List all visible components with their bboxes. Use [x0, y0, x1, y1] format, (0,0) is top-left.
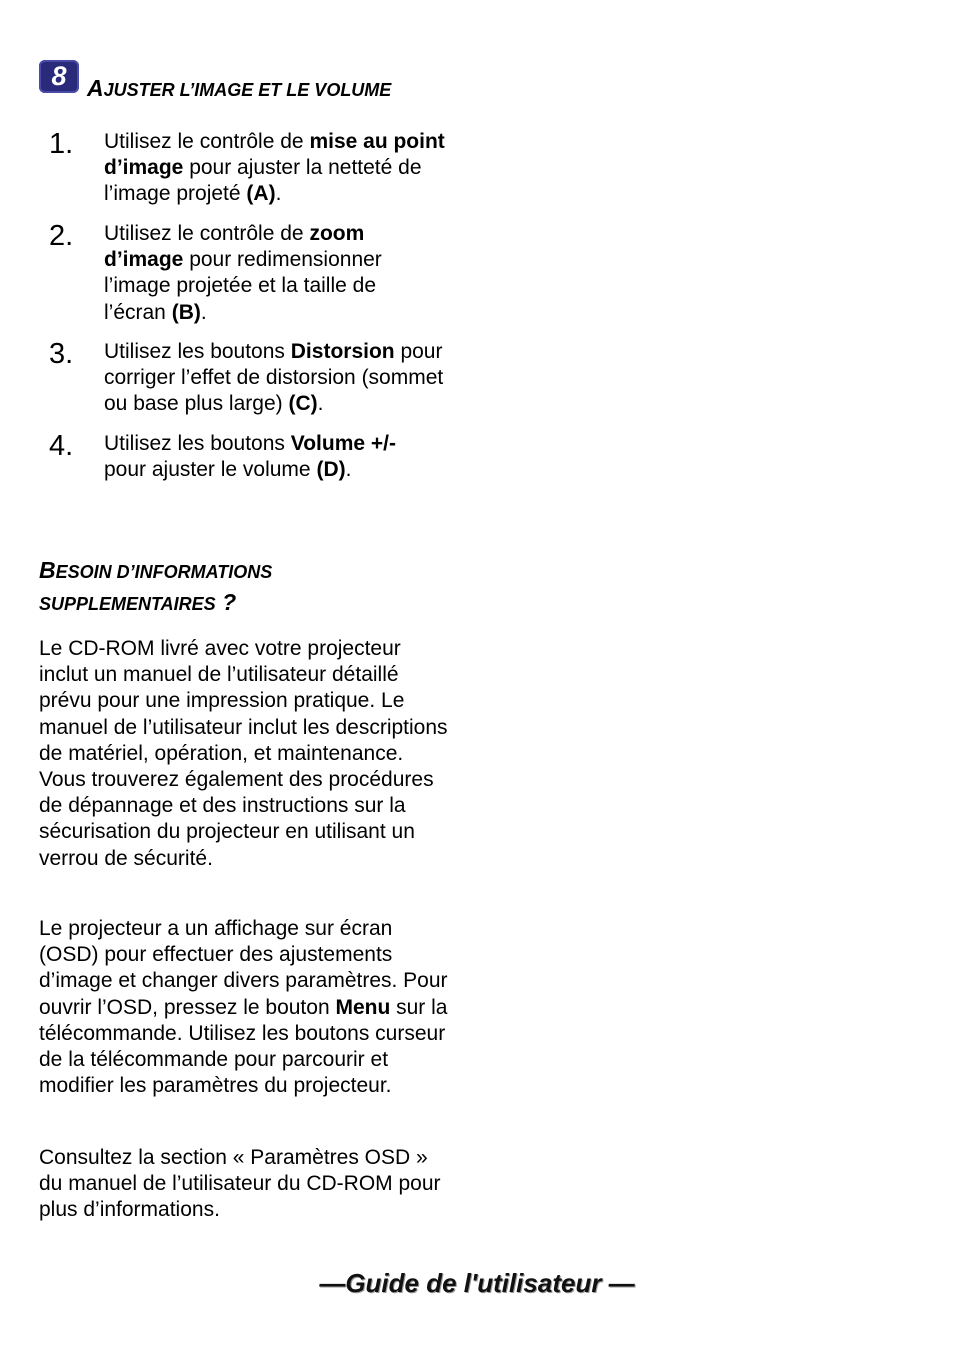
- step-text-part: Utilisez les boutons: [104, 340, 291, 363]
- step-number: 2.: [49, 220, 74, 252]
- step-text: [104, 339, 449, 418]
- step-text-part: pour ajuster la netteté de l’image projeté: [104, 156, 422, 206]
- step-bold-label: (D): [316, 458, 346, 482]
- heading-initial: B: [39, 557, 56, 583]
- step-bold-term: zoom d’image: [104, 222, 365, 272]
- step-bold-term: Volume +/-: [290, 432, 396, 455]
- step-bold-label: (C): [288, 392, 318, 416]
- paragraph-osd: [39, 916, 457, 1099]
- heading-question-mark: ?: [215, 589, 237, 615]
- heading-line2: SUPPLEMENTAIRES: [39, 594, 216, 614]
- step-text-part: .: [200, 300, 207, 324]
- step-bold-label: (A): [246, 182, 276, 206]
- step-bold-term: Distorsion: [290, 340, 395, 363]
- section-heading-more-info: [39, 555, 272, 619]
- step-number: 4.: [49, 430, 74, 462]
- step-text-part: .: [345, 458, 352, 482]
- step-text-part: pour redimensionner l’image projetée et la taille de l’écran: [104, 248, 382, 324]
- paragraph-bold-term: Menu: [335, 995, 391, 1019]
- step-text: [104, 221, 424, 326]
- step-bold-term: mise au point d’image: [104, 130, 445, 180]
- step-number: 3.: [49, 338, 74, 370]
- step-text: [104, 129, 464, 208]
- step-text-part: .: [275, 182, 282, 206]
- section-heading-adjust: [87, 73, 391, 105]
- step-text-part: .: [317, 392, 324, 416]
- paragraph-text-part: sur la télécommande. Utilisez les boutons curseur de la télécommande pour parcourir et modifier les paramètres du projecteur.: [39, 995, 448, 1098]
- step-text-part: pour corriger l’effet de distorsion (sommet ou base plus large): [104, 340, 444, 416]
- heading-rest: ESOIN D’INFORMATIONS: [55, 562, 273, 582]
- step-text: [104, 431, 434, 483]
- step-number: 1.: [49, 128, 74, 160]
- paragraph-consult: Consultez la section « Paramètres OSD » du manuel de l’utilisateur du CD-ROM pour plus d’informations.: [39, 1146, 441, 1222]
- step-text-part: Utilisez le contrôle de: [104, 222, 310, 245]
- step-text-part: Utilisez les boutons: [104, 432, 291, 455]
- paragraph-cdrom: Le CD-ROM livré avec votre projecteur inclut un manuel de l’utilisateur détaillé prévu pour une impression pratique. Le manuel de l’utilisateur inclut les descriptions de matériel, opération, et maintenance. Vous trouverez également des procédures de dépannage et des instructions sur la sécurisation du projecteur en utilisant un verrou de sécurité.: [39, 637, 448, 870]
- paragraph-text-part: Le projecteur a un affichage sur écran (OSD) pour effectuer des ajustements d’image et changer divers paramètres. Pour ouvrir l’OSD, pressez le bouton: [39, 917, 448, 1019]
- heading-rest: JUSTER L’IMAGE ET LE VOLUME: [103, 80, 392, 100]
- step-bold-label: (B): [171, 300, 201, 324]
- step-text-part: Utilisez le contrôle de: [104, 130, 310, 153]
- section-number-badge: 8: [39, 60, 79, 93]
- heading-initial: A: [87, 75, 104, 101]
- page-footer: —Guide de l'utilisateur —: [319, 1268, 635, 1298]
- step-text-part: pour ajuster le volume: [104, 458, 317, 482]
